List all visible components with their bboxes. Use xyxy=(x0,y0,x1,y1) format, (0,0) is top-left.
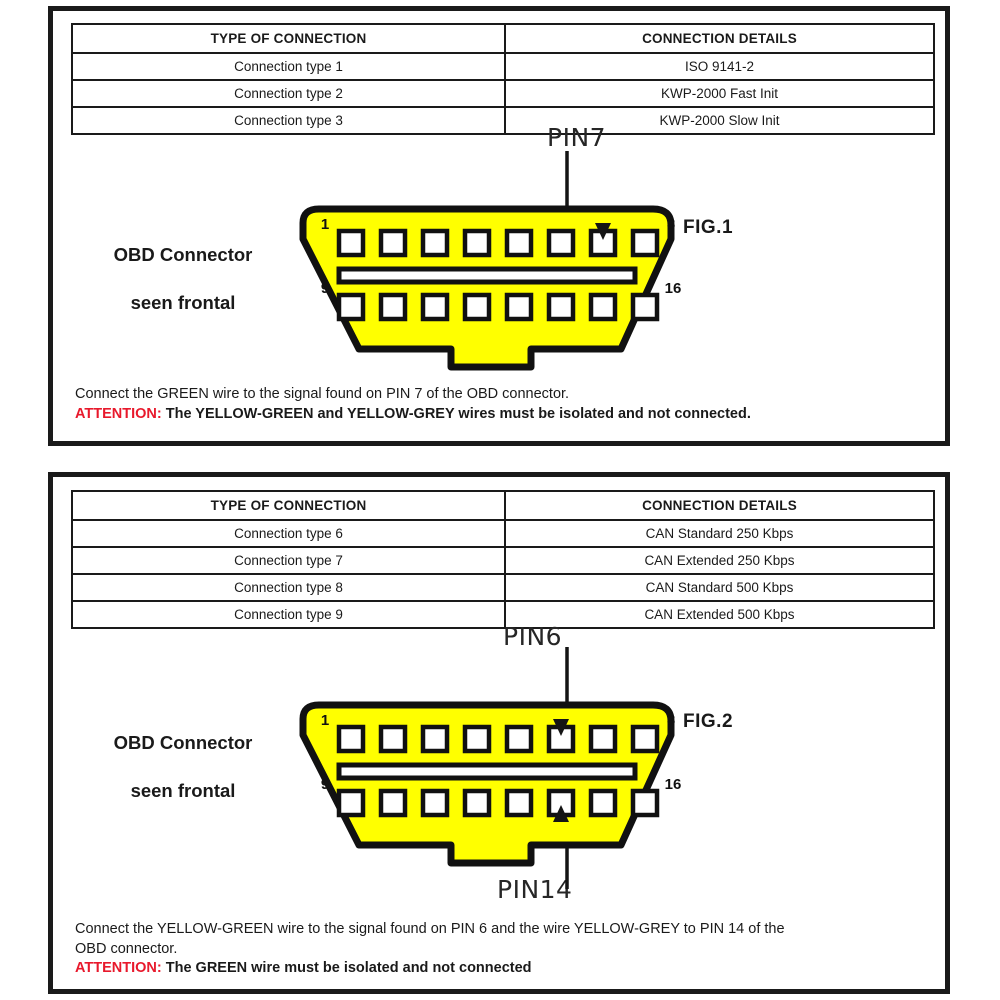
pin-12 xyxy=(465,295,489,319)
caption-line-2: seen frontal xyxy=(130,780,236,801)
caption-line-1: OBD Connector xyxy=(113,244,253,265)
pin-4 xyxy=(465,231,489,255)
connection-table-1 xyxy=(71,23,935,135)
caption-line-1: OBD Connector xyxy=(113,732,253,753)
table-header-row xyxy=(72,24,934,53)
obd-connector-graphic-2 xyxy=(281,635,681,915)
note-attention-line xyxy=(75,405,935,425)
obd-connector-caption-2 xyxy=(73,707,293,803)
pin-11 xyxy=(423,791,447,815)
pin-number-bottom-end: 16 xyxy=(664,776,681,793)
pin-pointer-label-pin6: PIN6 xyxy=(503,622,563,651)
pin-number-top-end: 8 xyxy=(666,712,676,729)
pin-8 xyxy=(633,231,657,255)
pin-number-bottom-start: 9 xyxy=(320,280,330,297)
figure-panel-1 xyxy=(48,6,950,446)
pin-15 xyxy=(591,791,615,815)
connection-table-2 xyxy=(71,490,935,629)
pin-10 xyxy=(381,295,405,319)
cell-details: CAN Extended 250 Kbps xyxy=(505,547,934,574)
pin-9 xyxy=(339,791,363,815)
cell-type: Connection type 1 xyxy=(72,53,505,80)
cell-details: ISO 9141-2 xyxy=(505,53,934,80)
pin-7 xyxy=(591,727,615,751)
pin-3 xyxy=(423,727,447,751)
cell-type: Connection type 2 xyxy=(72,80,505,107)
pin-pointer-label-pin7: PIN7 xyxy=(547,123,607,152)
column-header-details: CONNECTION DETAILS xyxy=(505,24,934,53)
connector-separator-bar-1 xyxy=(339,269,635,282)
cell-details: CAN Standard 500 Kbps xyxy=(505,574,934,601)
pin-number-top-end: 8 xyxy=(666,216,676,233)
column-header-type: TYPE OF CONNECTION xyxy=(72,491,505,520)
pin-8 xyxy=(633,727,657,751)
pin-12 xyxy=(465,791,489,815)
pin-2 xyxy=(381,231,405,255)
cell-details: CAN Extended 500 Kbps xyxy=(505,601,934,628)
table-header-row xyxy=(72,491,934,520)
pin-5 xyxy=(507,727,531,751)
note-line-2: OBD connector. xyxy=(75,940,178,957)
attention-text: The GREEN wire must be isolated and not connected xyxy=(165,960,532,976)
table-row xyxy=(72,547,934,574)
pin-number-bottom-start: 9 xyxy=(320,776,330,793)
pin-2 xyxy=(381,727,405,751)
pin-16 xyxy=(633,295,657,319)
cell-type: Connection type 6 xyxy=(72,520,505,547)
pin-11 xyxy=(423,295,447,319)
pin-number-bottom-end: 16 xyxy=(664,280,681,297)
fig-label-2: FIG.2 xyxy=(683,711,734,732)
connector-separator-bar-2 xyxy=(339,765,635,778)
obd-connector-caption-1 xyxy=(73,219,293,315)
pin-14 xyxy=(549,295,573,319)
pin-pointer-label-pin14: PIN14 xyxy=(497,875,573,904)
pin-4 xyxy=(465,727,489,751)
note-block-2 xyxy=(75,920,935,979)
pin-1 xyxy=(339,727,363,751)
table-row xyxy=(72,107,934,134)
cell-type: Connection type 9 xyxy=(72,601,505,628)
cell-type: Connection type 3 xyxy=(72,107,505,134)
cell-details: KWP-2000 Fast Init xyxy=(505,80,934,107)
figure-panel-2 xyxy=(48,472,950,994)
attention-text: The YELLOW-GREEN and YELLOW-GREY wires must be isolated and not connected. xyxy=(165,405,751,422)
pin-number-top-start: 1 xyxy=(320,216,330,233)
pin-9 xyxy=(339,295,363,319)
pin-6 xyxy=(549,231,573,255)
cell-details: CAN Standard 250 Kbps xyxy=(505,520,934,547)
cell-type: Connection type 8 xyxy=(72,574,505,601)
note-line-1: Connect the YELLOW-GREEN wire to the signal found on PIN 6 and the wire YELLOW-GREY to PIN 14 of the xyxy=(75,921,785,937)
note-line-1: Connect the GREEN wire to the signal found on PIN 7 of the OBD connector. xyxy=(75,386,570,402)
pin-16 xyxy=(633,791,657,815)
pin-1 xyxy=(339,231,363,255)
table-row xyxy=(72,520,934,547)
attention-label: ATTENTION: xyxy=(75,405,162,422)
pin-15 xyxy=(591,295,615,319)
fig-label-1: FIG.1 xyxy=(683,217,734,238)
pin-10 xyxy=(381,791,405,815)
table-row xyxy=(72,53,934,80)
note-block-1 xyxy=(75,385,935,424)
table-row xyxy=(72,80,934,107)
column-header-type: TYPE OF CONNECTION xyxy=(72,24,505,53)
attention-label: ATTENTION: xyxy=(75,960,162,976)
note-attention-line xyxy=(75,959,935,979)
cell-type: Connection type 7 xyxy=(72,547,505,574)
caption-line-2: seen frontal xyxy=(130,292,236,313)
table-row xyxy=(72,574,934,601)
pin-3 xyxy=(423,231,447,255)
cell-details: KWP-2000 Slow Init xyxy=(505,107,934,134)
pin-13 xyxy=(507,791,531,815)
pin-number-top-start: 1 xyxy=(320,712,330,729)
obd-connector-graphic-1 xyxy=(281,139,681,379)
pin-13 xyxy=(507,295,531,319)
pin-5 xyxy=(507,231,531,255)
column-header-details: CONNECTION DETAILS xyxy=(505,491,934,520)
